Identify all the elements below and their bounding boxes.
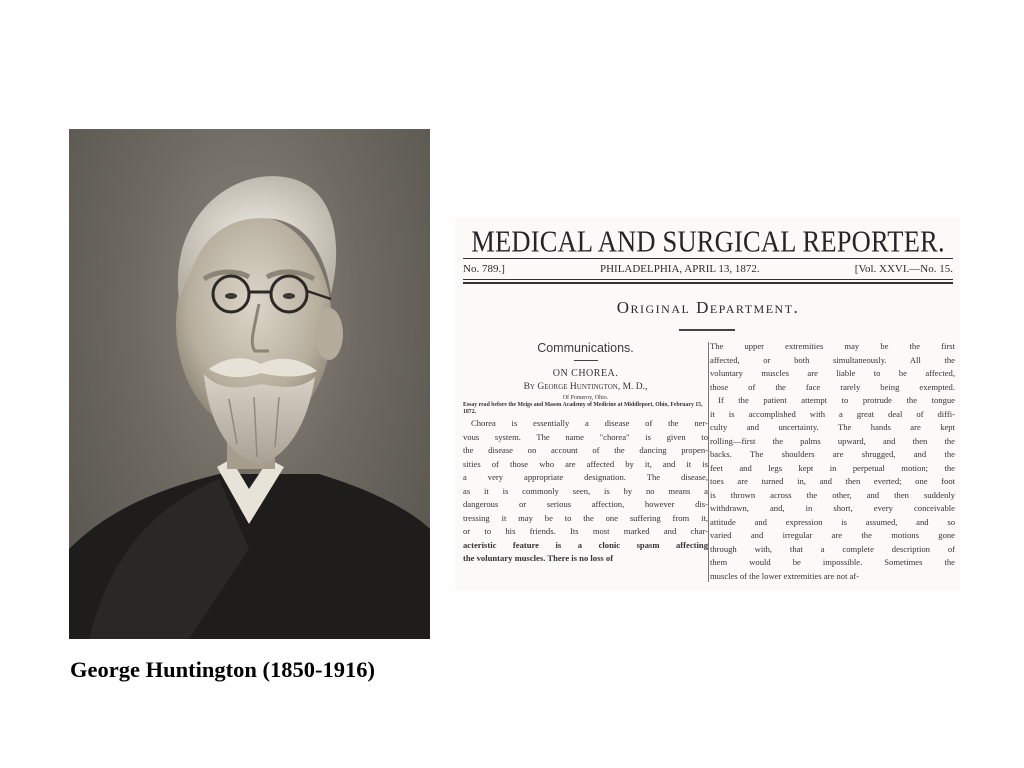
- text-line: as it is commonly seen, is by no means a: [463, 485, 708, 496]
- text-line: through with, that a complete description of: [710, 543, 955, 554]
- dateline-rule-top: [463, 279, 953, 280]
- text-line: it is accomplished with a great deal of diffi-: [710, 408, 955, 419]
- text-line: vous system. The name "chorea" is given to: [463, 431, 708, 442]
- text-line: them would be impossible. Sometimes the: [710, 557, 955, 567]
- volume-number: [Vol. XXVI.—No. 15.: [854, 263, 953, 275]
- text-line: is thrown across the other, and then suddenly: [710, 489, 955, 500]
- text-line: acteristic feature is a clonic spasm affecting: [463, 539, 708, 550]
- affiliation: Of Pomeroy, Ohio.: [562, 395, 609, 401]
- text-line: muscles of the lower extremities are not af-: [710, 570, 860, 581]
- dateline-rule-bottom: [463, 282, 953, 284]
- place-date: PHILADELPHIA, APRIL 13, 1872.: [599, 263, 760, 275]
- text-line: affected, or both simultaneously. All the: [710, 354, 955, 365]
- text-line: tressing it may be to the one suffering from it,: [463, 512, 708, 523]
- article-title: ON CHOREA.: [552, 368, 619, 379]
- text-line: those of the face rarely being exempted.: [710, 381, 955, 392]
- left-column: [463, 340, 708, 566]
- department-rule: [679, 329, 735, 331]
- portrait-photo: [69, 129, 430, 639]
- department-heading: Original Department.: [616, 298, 800, 317]
- issue-number: No. 789.]: [463, 263, 505, 275]
- text-line: Chorea is essentially a disease of the ner-: [471, 418, 708, 428]
- text-line: varied and irregular are the motions gone: [710, 530, 955, 540]
- masthead: MEDICAL AND SURGICAL REPORTER.: [471, 224, 945, 259]
- text-line: culty and uncertainty. The hands are kept: [710, 422, 955, 432]
- section-rule: [574, 360, 598, 361]
- section-heading: Communications.: [537, 341, 634, 355]
- text-line: backs. The shoulders are shrugged, and the: [710, 449, 955, 459]
- newspaper-clipping: [455, 218, 960, 590]
- portrait-caption: George Huntington (1850-1916): [70, 657, 375, 682]
- text-line: sities of those who are affected by it, and it is: [463, 458, 708, 469]
- text-line: attitude and expression is assumed, and so: [710, 516, 955, 527]
- column-divider: [708, 342, 709, 582]
- byline: By George Huntington, M. D.,: [523, 382, 648, 392]
- text-line: the voluntary muscles. There is no loss of: [463, 553, 614, 563]
- text-line: rolling—first the palms upward, and then the: [710, 435, 955, 446]
- portrait-illustration: [69, 129, 430, 639]
- dateline: [463, 263, 953, 275]
- text-line: If the patient attempt to protrude the tongue: [718, 395, 955, 405]
- text-line: feet and legs kept in perpetual motion; the: [710, 462, 955, 473]
- text-line: a very appropriate designation. The disease,: [463, 472, 708, 482]
- right-column: [710, 340, 955, 583]
- masthead-rule: [463, 258, 953, 259]
- text-line: dangerous or serious affection, however dis-: [463, 499, 708, 509]
- text-line: withdrawn, and, in short, every conceivable: [710, 503, 955, 513]
- text-line: The upper extremities may be the first: [710, 341, 955, 351]
- text-line: toes are turned in, and then everted; one foot: [710, 476, 955, 486]
- right-column-text: [710, 340, 955, 583]
- left-column-text: [463, 417, 708, 566]
- text-line: or to his friends. Its most marked and char-: [463, 526, 708, 536]
- text-line: the disease on account of the dancing propen-: [463, 445, 708, 455]
- text-line: voluntary muscles are liable to be affected,: [710, 368, 955, 378]
- essay-note: Essay read before the Meigs and Mason Academy of Medicine at Middleport, Ohio, February 15, 1872.: [463, 402, 703, 415]
